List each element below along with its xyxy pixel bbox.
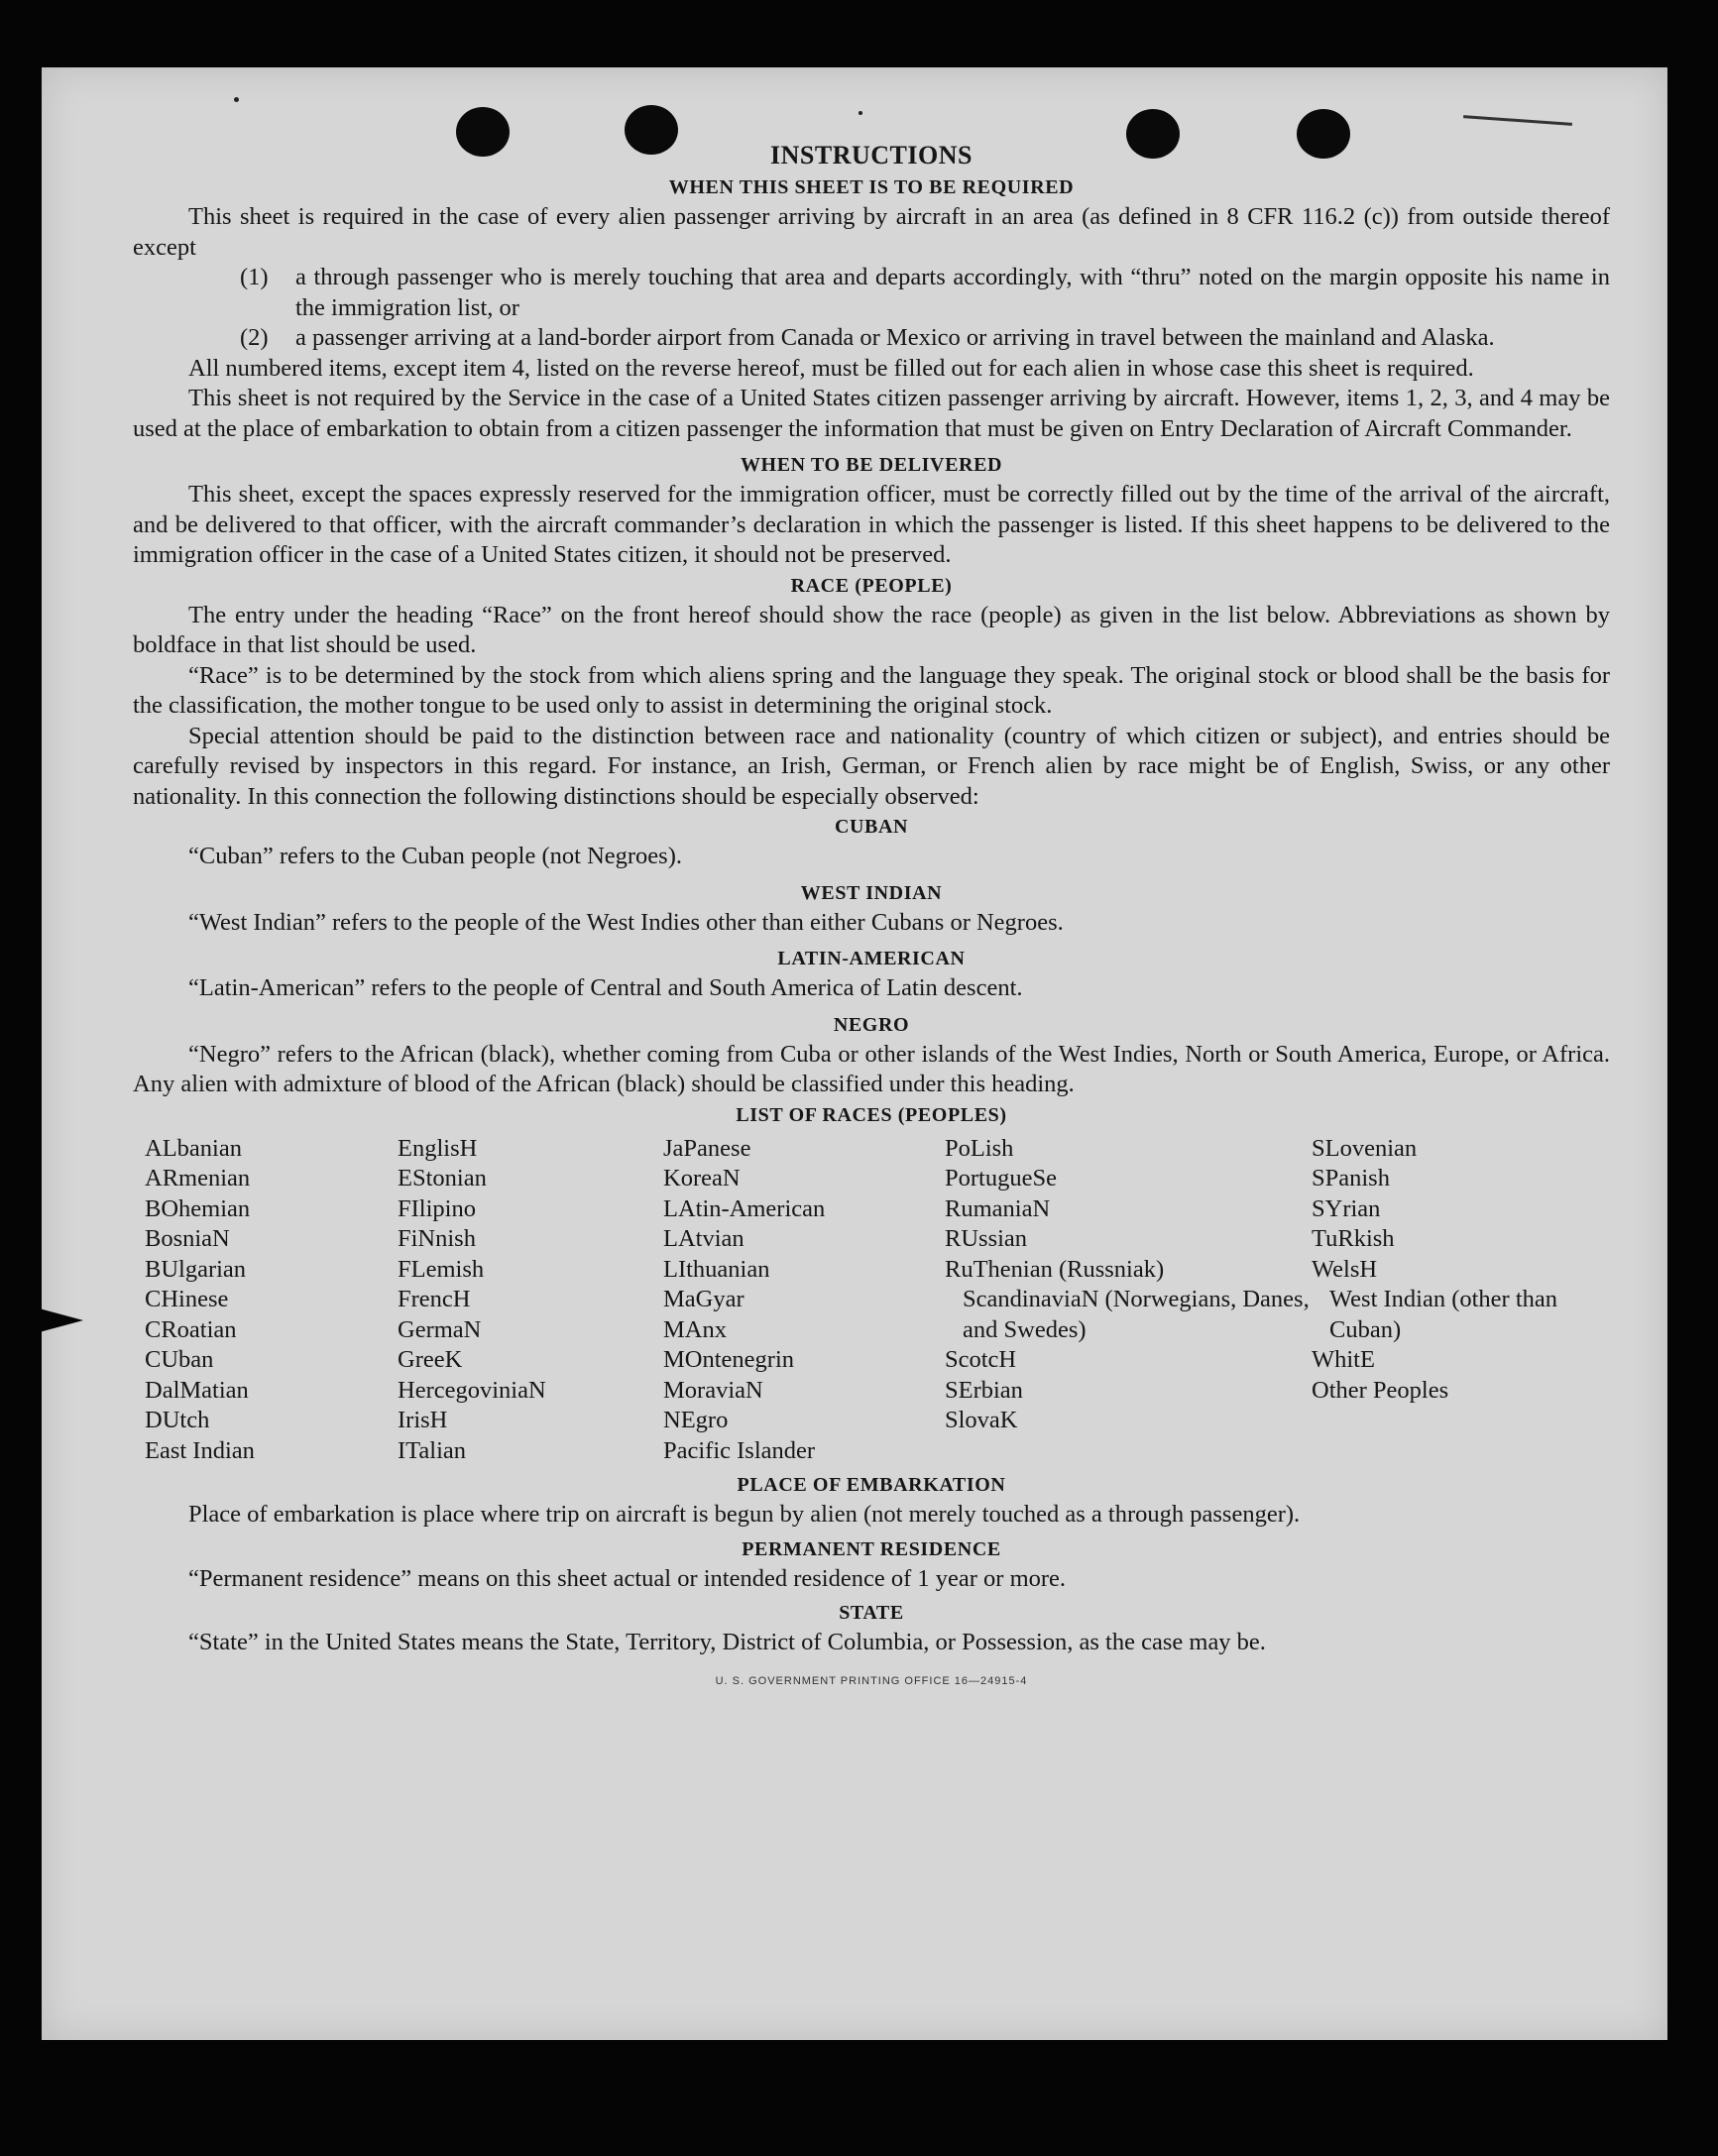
race-entry: NEgro [663, 1407, 729, 1433]
race-entry: MAnx [663, 1315, 727, 1343]
race-entry: LIthuanian [663, 1255, 770, 1283]
race-entry: Other Peoples [1312, 1376, 1449, 1404]
races-column [398, 1134, 663, 1467]
race-entry: ScotcH [945, 1346, 1017, 1373]
heading-when-delivered: WHEN TO BE DELIVERED [740, 454, 1003, 476]
race-entry: EStonian [398, 1165, 487, 1191]
heading-negro: NEGRO [833, 1013, 910, 1036]
races-column [663, 1134, 945, 1467]
paragraph: Place of embarkation is place where trip on aircraft is begun by alien (not merely touched as a through passenger). [188, 1501, 1301, 1528]
page-edge-notch [32, 1306, 83, 1334]
races-column [1312, 1134, 1599, 1467]
race-entry: BUlgarian [145, 1255, 247, 1283]
heading-permanent-residence: PERMANENT RESIDENCE [742, 1537, 1001, 1560]
race-entry: FrencH [398, 1286, 471, 1312]
race-entry: FIlipino [398, 1194, 476, 1222]
paragraph: “West Indian” refers to the people of the West Indies other than either Cubans or Negroes. [188, 908, 1064, 936]
document-sheet [42, 67, 1667, 2040]
race-entry: LAtin-American [663, 1194, 826, 1222]
race-entry: ITalian [398, 1436, 467, 1464]
paragraph: “Permanent residence” means on this sheet actual or intended residence of 1 year or more. [188, 1564, 1067, 1592]
paragraph: Special attention should be paid to the distinction between race and nationality (country of which citizen or subject), and entries should be carefully revised by inspectors in this regard. For instance, an Irish, German, or French alien by race might be of English, Swiss, or any other nationality. In this connection the following distinctions should be especially observed: [133, 722, 1610, 810]
race-entry: MaGyar [663, 1286, 744, 1312]
pencil-mark [1463, 115, 1572, 126]
race-entry: ARmenian [145, 1165, 251, 1191]
race-entry: IrisH [398, 1407, 448, 1433]
paragraph: “Cuban” refers to the Cuban people (not Negroes). [188, 843, 682, 869]
race-entry: TuRkish [1312, 1225, 1395, 1252]
item-text: a passenger arriving at a land-border airport from Canada or Mexico or arriving in travel between the mainland and Alaska. [295, 324, 1495, 351]
printer-imprint: U. S. GOVERNMENT PRINTING OFFICE 16—24915-4 [715, 1674, 1028, 1687]
race-entry: EnglisH [398, 1134, 478, 1162]
race-entry: DalMatian [145, 1376, 249, 1404]
item-number: (1) [240, 264, 269, 290]
race-entry: DUtch [145, 1407, 210, 1433]
race-entry: FiNnish [398, 1225, 476, 1252]
heading-embarkation: PLACE OF EMBARKATION [737, 1474, 1006, 1496]
race-entry: CRoatian [145, 1315, 237, 1343]
heading-cuban: CUBAN [834, 816, 909, 838]
heading-race: RACE (PEOPLE) [790, 574, 953, 597]
races-column [145, 1134, 398, 1467]
race-entry: BOhemian [145, 1194, 251, 1222]
paragraph: “Negro” refers to the African (black), whether coming from Cuba or other islands of the West Indies, North or South America, Europe, or Africa. Any alien with admixture of blood of the African (black) should be classified under this heading. [133, 1040, 1610, 1097]
race-entry: BosniaN [145, 1225, 230, 1252]
race-entry: West Indian (other than Cuban) [1329, 1286, 1558, 1343]
race-entry: MoraviaN [663, 1376, 763, 1404]
race-entry: FLemish [398, 1255, 485, 1283]
paragraph: “State” in the United States means the State, Territory, District of Columbia, or Possession, as the case may be. [188, 1629, 1266, 1655]
heading-when-required: WHEN THIS SHEET IS TO BE REQUIRED [668, 176, 1075, 198]
race-entry: MOntenegrin [663, 1346, 794, 1373]
speck [234, 97, 239, 102]
race-entry: SYrian [1312, 1194, 1381, 1222]
race-entry: LAtvian [663, 1225, 744, 1252]
race-entry: Pacific Islander [663, 1436, 816, 1464]
list-item [133, 263, 1610, 323]
race-entry: RumaniaN [945, 1194, 1051, 1222]
race-entry: CHinese [145, 1286, 229, 1312]
item-text: a through passenger who is merely touching that area and departs accordingly, with “thru” noted on the margin opposite his name in the immigration list, or [295, 264, 1610, 321]
race-entry: RUssian [945, 1225, 1028, 1252]
heading-list-of-races: LIST OF RACES (PEOPLES) [736, 1103, 1007, 1126]
item-number: (2) [240, 324, 269, 351]
speck [859, 111, 862, 115]
paragraph: This sheet is not required by the Service in the case of a United States citizen passenger arriving by aircraft. However, items 1, 2, 3, and 4 may be used at the place of embarkation to obtain from a citizen passenger the information that must be given on Entry Declaration of Aircraft Commander. [133, 385, 1610, 442]
race-entry: WhitE [1312, 1346, 1375, 1373]
race-entry: WelsH [1312, 1255, 1378, 1283]
races-column [945, 1134, 1312, 1467]
race-entry: PortugueSe [945, 1165, 1057, 1191]
race-entry: SPanish [1312, 1165, 1390, 1191]
paragraph: All numbered items, except item 4, listed on the reverse hereof, must be filled out for each alien in whose case this sheet is required. [188, 354, 1474, 382]
race-entry: ALbanian [145, 1134, 242, 1162]
instructions-body [133, 139, 1610, 1696]
race-entry: SErbian [945, 1376, 1023, 1404]
races-list [145, 1134, 1610, 1467]
race-entry: ScandinaviaN (Norwegians, Danes, and Swedes) [963, 1286, 1310, 1343]
race-entry: KoreaN [663, 1165, 741, 1191]
paragraph: “Latin-American” refers to the people of Central and South America of Latin descent. [188, 974, 1023, 1001]
race-entry: CUban [145, 1346, 214, 1373]
list-item [133, 323, 1610, 354]
race-entry: HercegoviniaN [398, 1376, 546, 1404]
race-entry: RuThenian (Russniak) [945, 1255, 1165, 1283]
page-title: INSTRUCTIONS [770, 141, 973, 170]
heading-latin-american: LATIN-AMERICAN [777, 948, 966, 969]
race-entry: GermaN [398, 1315, 482, 1343]
race-entry: GreeK [398, 1346, 463, 1373]
race-entry: SLovenian [1312, 1134, 1418, 1162]
heading-west-indian: WEST INDIAN [800, 881, 943, 904]
heading-state: STATE [839, 1602, 904, 1624]
paragraph: The entry under the heading “Race” on the front hereof should show the race (people) as given in the list below. Abbreviations as shown by boldface in that list should be used. [133, 601, 1610, 658]
paragraph: This sheet is required in the case of every alien passenger arriving by aircraft in an area (as defined in 8 CFR 116.2 (c)) from outside thereof except [133, 203, 1610, 261]
paragraph: “Race” is to be determined by the stock from which aliens spring and the language they speak. The original stock or blood shall be the basis for the classification, the mother tongue to be used only to assist in determining the original stock. [133, 661, 1610, 719]
race-entry: PoLish [945, 1134, 1014, 1162]
race-entry: SlovaK [945, 1407, 1018, 1433]
race-entry: East Indian [145, 1436, 255, 1464]
paragraph: This sheet, except the spaces expressly reserved for the immigration officer, must be correctly filled out by the time of the arrival of the aircraft, and be delivered to that officer, with the aircraft commander’s declaration in which the passenger is listed. If this sheet happens to be delivered to the immigration officer in the case of a United States citizen, it should not be preserved. [133, 481, 1610, 568]
race-entry: JaPanese [663, 1134, 751, 1162]
